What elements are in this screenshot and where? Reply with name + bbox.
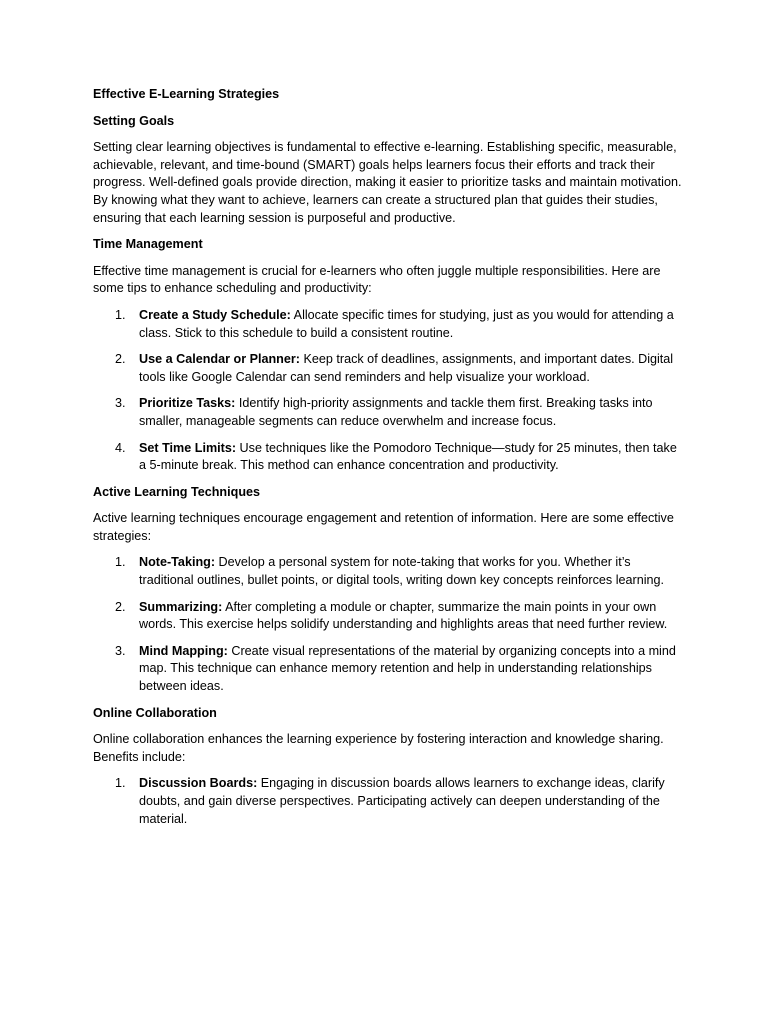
list-item-text: Create visual representations of the material by organizing concepts into a mind map. This technique can enhance memory retention and help in understanding relationships between ideas. — [139, 643, 676, 694]
section-paragraph-active-learning: Active learning techniques encourage engagement and retention of information. Here are some effective strategies: — [93, 511, 674, 543]
section-heading-online-collaboration: Online Collaboration — [93, 705, 217, 720]
section-paragraph-online-collaboration: Online collaboration enhances the learning experience by fostering interaction and knowledge sharing. Benefits include: — [93, 732, 664, 764]
list-item-number: 3. — [115, 643, 126, 658]
list-item-text: Use techniques like the Pomodoro Technique—study for 25 minutes, then take a 5-minute break. This method can enhance concentration and productivity. — [139, 440, 677, 473]
list-item — [93, 554, 683, 589]
list-item-text: Develop a personal system for note-taking that works for you. Whether it’s traditional outlines, bullet points, or digital tools, writing down key concepts reinforces learning. — [139, 555, 665, 588]
list-item-number: 4. — [115, 440, 126, 455]
document-page — [93, 86, 683, 837]
list-item — [93, 351, 683, 386]
list-item-term: Use a Calendar or Planner: — [139, 352, 300, 367]
time-management-list — [93, 307, 683, 475]
list-item-number: 1. — [115, 776, 126, 791]
list-item-number: 3. — [115, 396, 126, 411]
list-item-term: Discussion Boards: — [139, 776, 258, 791]
list-item-number: 2. — [115, 599, 126, 614]
list-item-text: Allocate specific times for studying, just as you would for attending a class. Stick to this schedule to build a consistent routine. — [139, 307, 674, 340]
list-item-term: Set Time Limits: — [139, 440, 237, 455]
list-item — [93, 307, 683, 342]
section-heading-time-management: Time Management — [93, 237, 203, 252]
list-item-text: Identify high-priority assignments and tackle them first. Breaking tasks into smaller, manageable segments can reduce overwhelm and increase focus. — [139, 396, 653, 428]
list-item-text: After completing a module or chapter, summarize the main points in your own words. This exercise helps solidify understanding and highlights areas that need further review. — [139, 599, 668, 632]
list-item — [93, 395, 683, 430]
list-item-number: 1. — [115, 307, 126, 322]
list-item — [93, 775, 683, 828]
section-heading-setting-goals: Setting Goals — [93, 113, 175, 128]
list-item-term: Note-Taking: — [139, 555, 216, 570]
list-item — [93, 643, 683, 696]
list-item-text: Engaging in discussion boards allows learners to exchange ideas, clarify doubts, and gain diverse perspectives. Participating actively can deepen understanding of the material. — [139, 776, 665, 826]
section-paragraph-time-management: Effective time management is crucial for e-learners who often juggle multiple responsibilities. Here are some tips to enhance scheduling and productivity: — [93, 263, 661, 296]
section-paragraph-setting-goals: Setting clear learning objectives is fundamental to effective e-learning. Establishing specific, measurable, achievable, relevant, and time-bound (SMART) goals helps learners focus their efforts and track their progress. Well-defined goals provide direction, making it easier to prioritize tasks and maintain motivation. By knowing what they want to achieve, learners can create a structured plan that guides their studies, ensuring that each learning session is purposeful and productive. — [93, 140, 682, 225]
list-item-term: Create a Study Schedule: — [139, 307, 291, 322]
list-item-term: Summarizing: — [139, 599, 223, 614]
online-collaboration-list — [93, 775, 683, 828]
active-learning-list — [93, 554, 683, 695]
section-heading-active-learning: Active Learning Techniques — [93, 484, 261, 499]
list-item — [93, 440, 683, 475]
list-item-term: Mind Mapping: — [139, 643, 228, 658]
list-item-number: 1. — [115, 555, 126, 570]
list-item-number: 2. — [115, 352, 126, 367]
list-item-text: Keep track of deadlines, assignments, and important dates. Digital tools like Google Calendar can send reminders and help visualize your workload. — [139, 352, 674, 384]
document-title: Effective E-Learning Strategies — [93, 87, 280, 101]
list-item — [93, 599, 683, 634]
list-item-term: Prioritize Tasks: — [139, 396, 236, 411]
